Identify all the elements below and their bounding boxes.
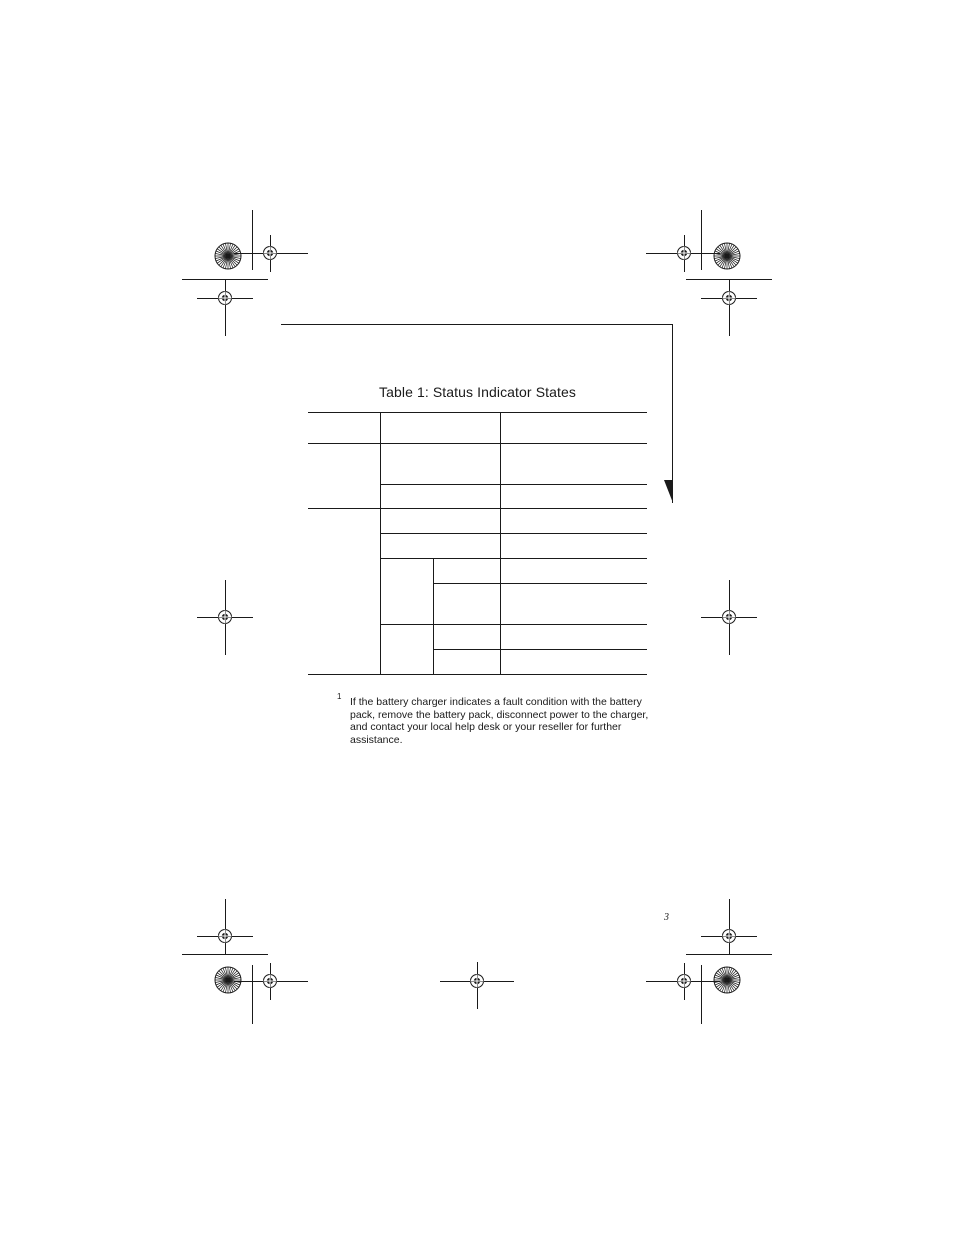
registration-target (678, 247, 691, 260)
registration-target (219, 611, 232, 624)
edge-tab-arrow (664, 480, 673, 503)
table-column-divider (433, 558, 434, 674)
table-rule (434, 583, 647, 584)
table-column-divider (500, 412, 501, 674)
registration-star-bottom-right (714, 967, 740, 993)
registration-target (723, 930, 736, 943)
registration-target (264, 975, 277, 988)
page-number: 3 (664, 912, 669, 923)
registration-target (219, 292, 232, 305)
registration-target (471, 975, 484, 988)
table-rule (381, 624, 647, 625)
footnote-text: If the battery charger indicates a fault condition with the battery pack, remove the battery pack, disconnect power to the charger, and contact your local help desk or your reseller for further assistance. (350, 696, 649, 746)
table-title: Table 1: Status Indicator States (379, 384, 576, 400)
table-rule (308, 674, 647, 675)
registration-star-top-right (714, 243, 740, 269)
registration-star-bottom-left (215, 967, 241, 993)
registration-target (678, 975, 691, 988)
registration-target (264, 247, 277, 260)
table-rule (381, 533, 647, 534)
table-column-divider (380, 412, 381, 674)
header-rule (281, 324, 673, 503)
table-rule (434, 649, 647, 650)
registration-target (219, 930, 232, 943)
table-rule (381, 484, 647, 485)
table-rule (308, 508, 647, 509)
footnote-marker: 1 (337, 692, 342, 701)
table-rule (308, 443, 647, 444)
table-rule (381, 558, 647, 559)
registration-star-top-left (215, 243, 241, 269)
registration-target (723, 611, 736, 624)
table-rule (308, 412, 647, 413)
registration-target (723, 292, 736, 305)
